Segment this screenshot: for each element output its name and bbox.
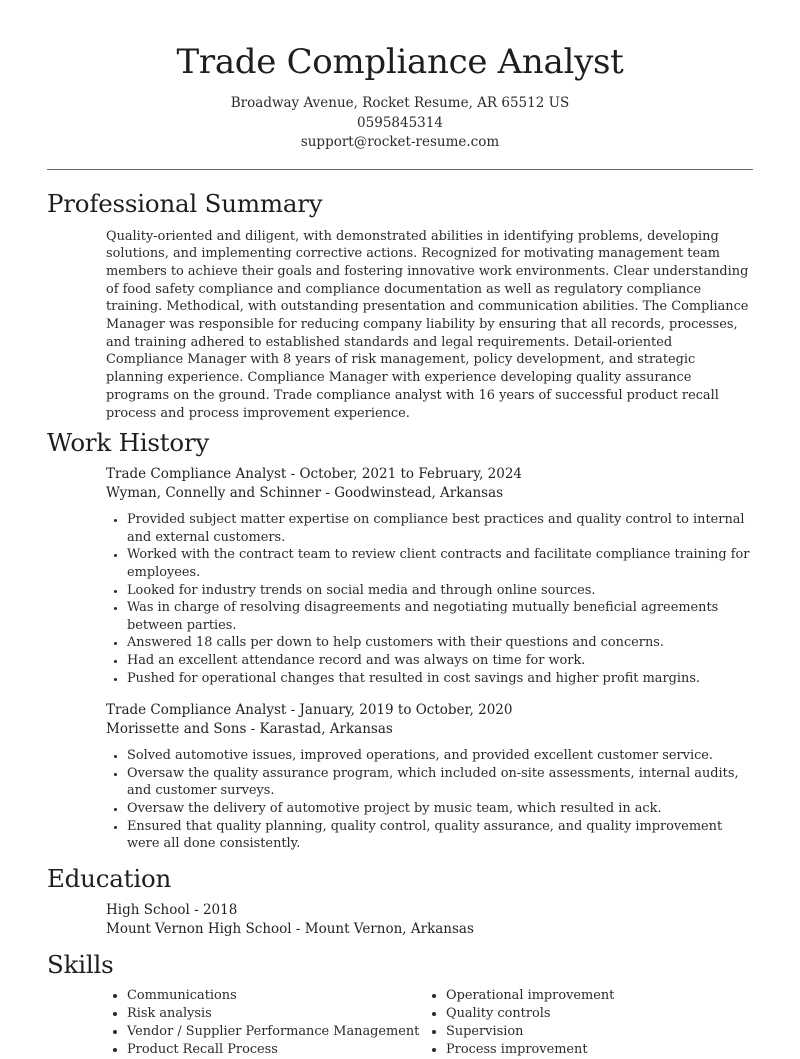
list-item: • Provided subject matter expertise on compliance best practices and quality control to internal and external customers. bbox=[127, 511, 752, 546]
list-item: • Answered 18 calls per down to help customers with their questions and concerns. bbox=[127, 634, 752, 652]
resume-header bbox=[0, 0, 800, 153]
skill-item: • Vendor / Supplier Performance Management bbox=[127, 1023, 425, 1041]
job-entry bbox=[106, 465, 752, 687]
section-title-skills: Skills bbox=[47, 949, 114, 979]
list-item: • Oversaw the quality assurance program, which included on-site assessments, internal audits, and customer surveys. bbox=[127, 765, 752, 800]
section-title-work-history: Work History bbox=[47, 428, 210, 458]
summary-text: Quality-oriented and diligent, with demonstrated abilities in identifying problems, developing solutions, and implementing corrective actions. Recognized for motivating management team members to achieve their goals and fostering innovative work environments. Clear understanding of food safety compliance and compliance documentation as well as regulatory compliance training. Methodical, with outstanding presentation and communication abilities. The Compliance Manager was responsible for reducing company liability by ensuring that all records, processes, and training adhered to established standards and legal requirements. Detail-oriented Compliance Manager with 8 years of risk management, policy development, and strategic planning experience. Compliance Manager with experience developing quality assurance programs on the ground. Trade compliance analyst with 16 years of successful product recall process and process improvement experience. bbox=[106, 228, 749, 421]
skills-section bbox=[0, 949, 800, 1059]
list-item: • Solved automotive issues, improved operations, and provided excellent customer service. bbox=[127, 747, 752, 765]
address: Broadway Avenue, Rocket Resume, AR 65512 US bbox=[230, 95, 570, 111]
section-title-summary: Professional Summary bbox=[47, 188, 323, 218]
job-company-line: Morissette and Sons - Karastad, Arkansas bbox=[106, 721, 393, 738]
job-entry bbox=[106, 701, 752, 853]
resume-title: Trade Compliance Analyst bbox=[176, 42, 624, 82]
job-title-line: Trade Compliance Analyst - January, 2019 to October, 2020 bbox=[106, 702, 513, 719]
school-line: Mount Vernon High School - Mount Vernon, Arkansas bbox=[106, 920, 474, 937]
skill-item: • Risk analysis bbox=[127, 1005, 425, 1023]
skill-item: • Operational improvement bbox=[446, 987, 745, 1005]
job-bullets bbox=[106, 747, 752, 853]
skills-grid bbox=[106, 987, 800, 1059]
education-section bbox=[0, 863, 800, 939]
work-history-section bbox=[0, 427, 800, 853]
skill-item: • Product Recall Process bbox=[127, 1041, 425, 1059]
email: support@rocket-resume.com bbox=[300, 134, 500, 150]
degree-line: High School - 2018 bbox=[106, 901, 238, 918]
list-item: • Looked for industry trends on social media and through online sources. bbox=[127, 582, 752, 600]
skills-column-left bbox=[106, 987, 425, 1059]
section-title-education: Education bbox=[47, 863, 172, 893]
summary-section bbox=[0, 188, 800, 423]
list-item: • Worked with the contract team to review client contracts and facilitate compliance training for employees. bbox=[127, 546, 752, 581]
contact-info bbox=[0, 94, 800, 153]
skill-item: • Supervision bbox=[446, 1023, 745, 1041]
list-item: • Had an excellent attendance record and was always on time for work. bbox=[127, 652, 752, 670]
list-item: • Was in charge of resolving disagreements and negotiating mutually beneficial agreements between parties. bbox=[127, 599, 752, 634]
skill-item: • Process improvement bbox=[446, 1041, 745, 1059]
list-item: • Oversaw the delivery of automotive project by music team, which resulted in ack. bbox=[127, 800, 752, 818]
header-divider bbox=[47, 169, 753, 170]
job-company-line: Wyman, Connelly and Schinner - Goodwinstead, Arkansas bbox=[106, 485, 504, 502]
list-item: • Pushed for operational changes that resulted in cost savings and higher profit margins. bbox=[127, 670, 752, 688]
list-item: • Ensured that quality planning, quality control, quality assurance, and quality improvement were all done consistently. bbox=[127, 818, 752, 853]
skill-item: • Quality controls bbox=[446, 1005, 745, 1023]
skill-item: • Communications bbox=[127, 987, 425, 1005]
job-title-line: Trade Compliance Analyst - October, 2021 to February, 2024 bbox=[106, 466, 523, 483]
job-bullets bbox=[106, 511, 752, 687]
phone: 0595845314 bbox=[357, 114, 443, 131]
education-entry bbox=[106, 901, 752, 939]
skills-column-right bbox=[425, 987, 745, 1059]
